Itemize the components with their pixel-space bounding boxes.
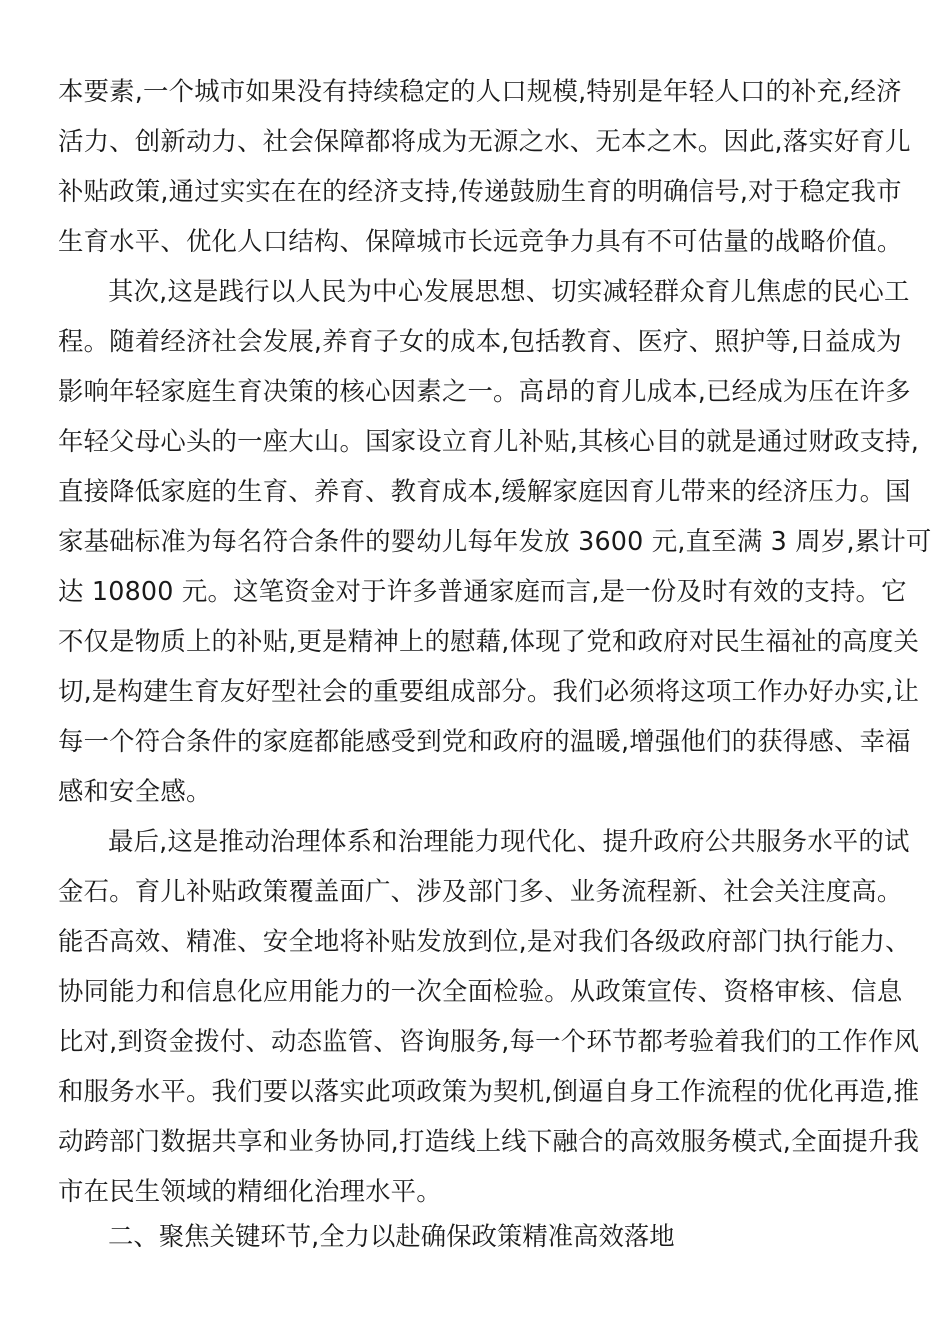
text-line: 影响年轻家庭生育决策的核心因素之一。高昂的育儿成本,已经成为压在许多 [58,376,911,406]
text-line: 每一个符合条件的家庭都能感受到党和政府的温暖,增强他们的获得感、幸福 [58,726,911,756]
text-line: 协同能力和信息化应用能力的一次全面检验。从政策宣传、资格审核、信息 [58,976,903,1006]
text-line: 能否高效、精准、安全地将补贴发放到位,是对我们各级政府部门执行能力、 [58,926,911,956]
text-line: 年轻父母心头的一座大山。国家设立育儿补贴,其核心目的就是通过财政支持, [58,426,920,456]
text-line: 达 10800 元。这笔资金对于许多普通家庭而言,是一份及时有效的支持。它 [58,576,907,606]
text-line: 切,是构建生育友好型社会的重要组成部分。我们必须将这项工作办好办实,让 [58,676,920,706]
text-line: 生育水平、优化人口结构、保障城市长远竞争力具有不可估量的战略价值。 [58,226,903,256]
text-line: 程。随着经济社会发展,养育子女的成本,包括教育、医疗、照护等,日益成为 [58,326,902,356]
text-line: 感和安全感。 [58,776,212,806]
text-line: 金石。育儿补贴政策覆盖面广、涉及部门多、业务流程新、社会关注度高。 [58,876,903,906]
paragraph-2 [58,266,932,816]
text-line: 本要素,一个城市如果没有持续稳定的人口规模,特别是年轻人口的补充,经济 [58,76,902,106]
text-line: 和服务水平。我们要以落实此项政策为契机,倒逼自身工作流程的优化再造,推 [58,1076,920,1106]
text-line: 其次,这是践行以人民为中心发展思想、切实减轻群众育儿焦虑的民心工 [108,276,910,306]
text-line: 直接降低家庭的生育、养育、教育成本,缓解家庭因育儿带来的经济压力。国 [58,476,911,506]
text-line: 家基础标准为每名符合条件的婴幼儿每年发放 3600 元,直至满 3 周岁,累计可 [58,526,932,556]
text-line: 动跨部门数据共享和业务协同,打造线上线下融合的高效服务模式,全面提升我 [58,1126,920,1156]
text-line: 比对,到资金拨付、动态监管、咨询服务,每一个环节都考验着我们的工作作风 [58,1026,920,1056]
text-line: 不仅是物质上的补贴,更是精神上的慰藉,体现了党和政府对民生福祉的高度关 [58,626,920,656]
paragraph-1 [58,66,911,266]
document-body [58,66,932,1216]
paragraph-3 [58,816,920,1216]
section-heading: 二、聚焦关键环节,全力以赴确保政策精准高效落地 [108,1221,675,1251]
text-line: 市在民生领域的精细化治理水平。 [58,1176,442,1206]
text-line: 补贴政策,通过实实在在的经济支持,传递鼓励生育的明确信号,对于稳定我市 [58,176,902,206]
text-line: 最后,这是推动治理体系和治理能力现代化、提升政府公共服务水平的试 [108,826,910,856]
text-line: 活力、创新动力、社会保障都将成为无源之水、无本之木。因此,落实好育儿 [58,126,911,156]
